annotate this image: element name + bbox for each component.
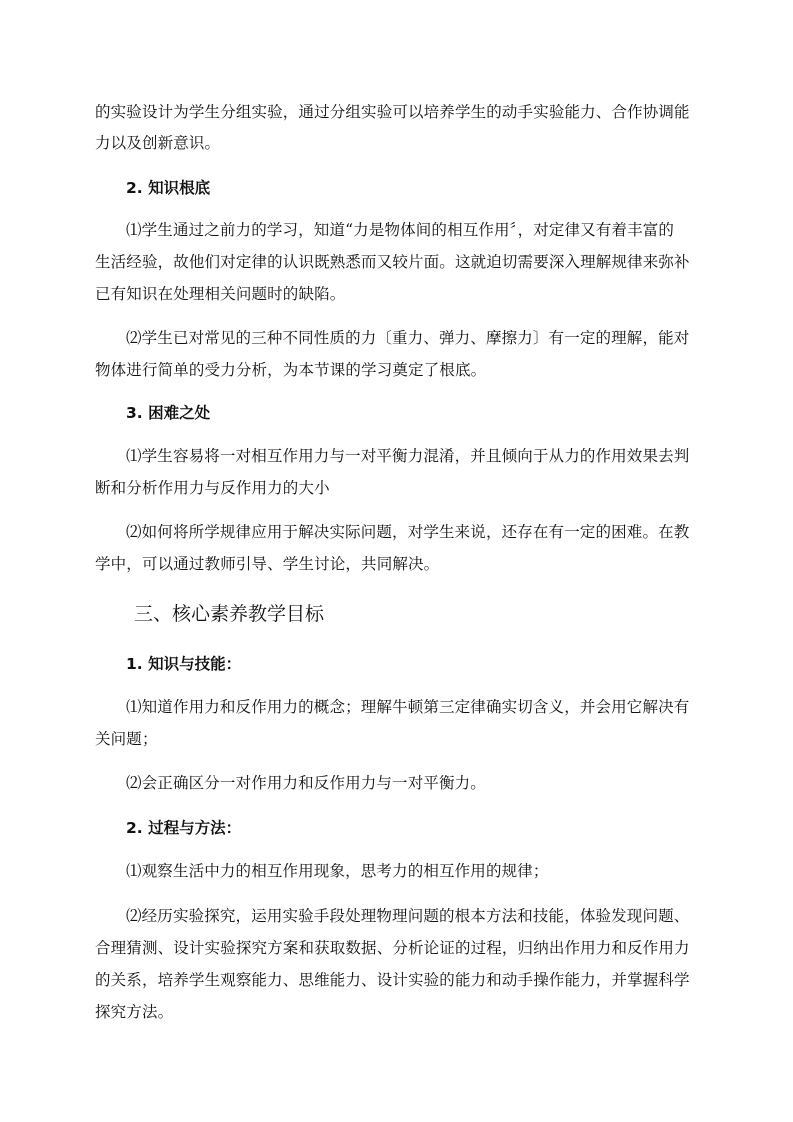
paragraph-line: ⑵学生已对常见的三种不同性质的力〔重力、弹力、摩擦力〕有一定的理解，能对 xyxy=(126,329,690,347)
subheading-knowledge-base: 2. 知识根底 xyxy=(126,179,211,197)
subheading-process-methods: 2. 过程与方法： xyxy=(126,819,242,837)
paragraph-line: 的实验设计为学生分组实验，通过分组实验可以培养学生的动手实验能力、合作协调能 xyxy=(95,103,690,121)
subheading-difficulties: 3. 困难之处 xyxy=(126,404,211,422)
paragraph-line: 探究方法。 xyxy=(95,1003,174,1021)
paragraph-line: 物体进行简单的受力分析，为本节课的学习奠定了根底。 xyxy=(95,361,487,379)
paragraph-line: 学中，可以通过教师引导、学生讨论，共同解决。 xyxy=(95,555,440,573)
paragraph-line: 生活经验，故他们对定律的认识既熟悉而又较片面。这就迫切需要深入理解规律来弥补 xyxy=(95,253,690,271)
paragraph-line: 的关系，培养学生观察能力、思维能力、设计实验的能力和动手操作能力，并掌握科学 xyxy=(95,971,690,989)
paragraph-line: ⑵如何将所学规律应用于解决实际问题，对学生来说，还存在有一定的困难。在教 xyxy=(126,523,690,541)
paragraph-line: ⑴观察生活中力的相互作用现象，思考力的相互作用的规律； xyxy=(126,862,549,880)
paragraph-line: ⑵会正确区分一对作用力和反作用力与一对平衡力。 xyxy=(126,774,486,792)
paragraph-line: ⑴学生容易将一对相互作用力与一对平衡力混淆，并且倾向于从力的作用效果去判 xyxy=(126,447,690,465)
paragraph-line: 断和分析作用力与反作用力的大小 xyxy=(95,479,330,497)
paragraph-line: ⑵经历实验探究，运用实验手段处理物理问题的根本方法和技能，体验发现问题、 xyxy=(126,907,690,925)
paragraph-line: ⑴知道作用力和反作用力的概念；理解牛顿第三定律确实切含义，并会用它解决有 xyxy=(126,698,690,716)
section-title: 三、核心素养教学目标 xyxy=(134,603,325,625)
subheading-knowledge-skills: 1. 知识与技能： xyxy=(126,655,242,673)
paragraph-line: 已有知识在处理相关问题时的缺陷。 xyxy=(95,285,346,303)
paragraph-line: 合理猜测、设计实验探究方案和获取数据、分析论证的过程，归纳出作用力和反作用力 xyxy=(95,939,690,957)
paragraph-line: 力以及创新意识。 xyxy=(95,134,221,152)
paragraph-line: 关问题； xyxy=(95,730,158,748)
paragraph-line: ⑴学生通过之前力的学习，知道“力是物体间的相互作用〞，对定律又有着丰富的 xyxy=(126,221,675,239)
